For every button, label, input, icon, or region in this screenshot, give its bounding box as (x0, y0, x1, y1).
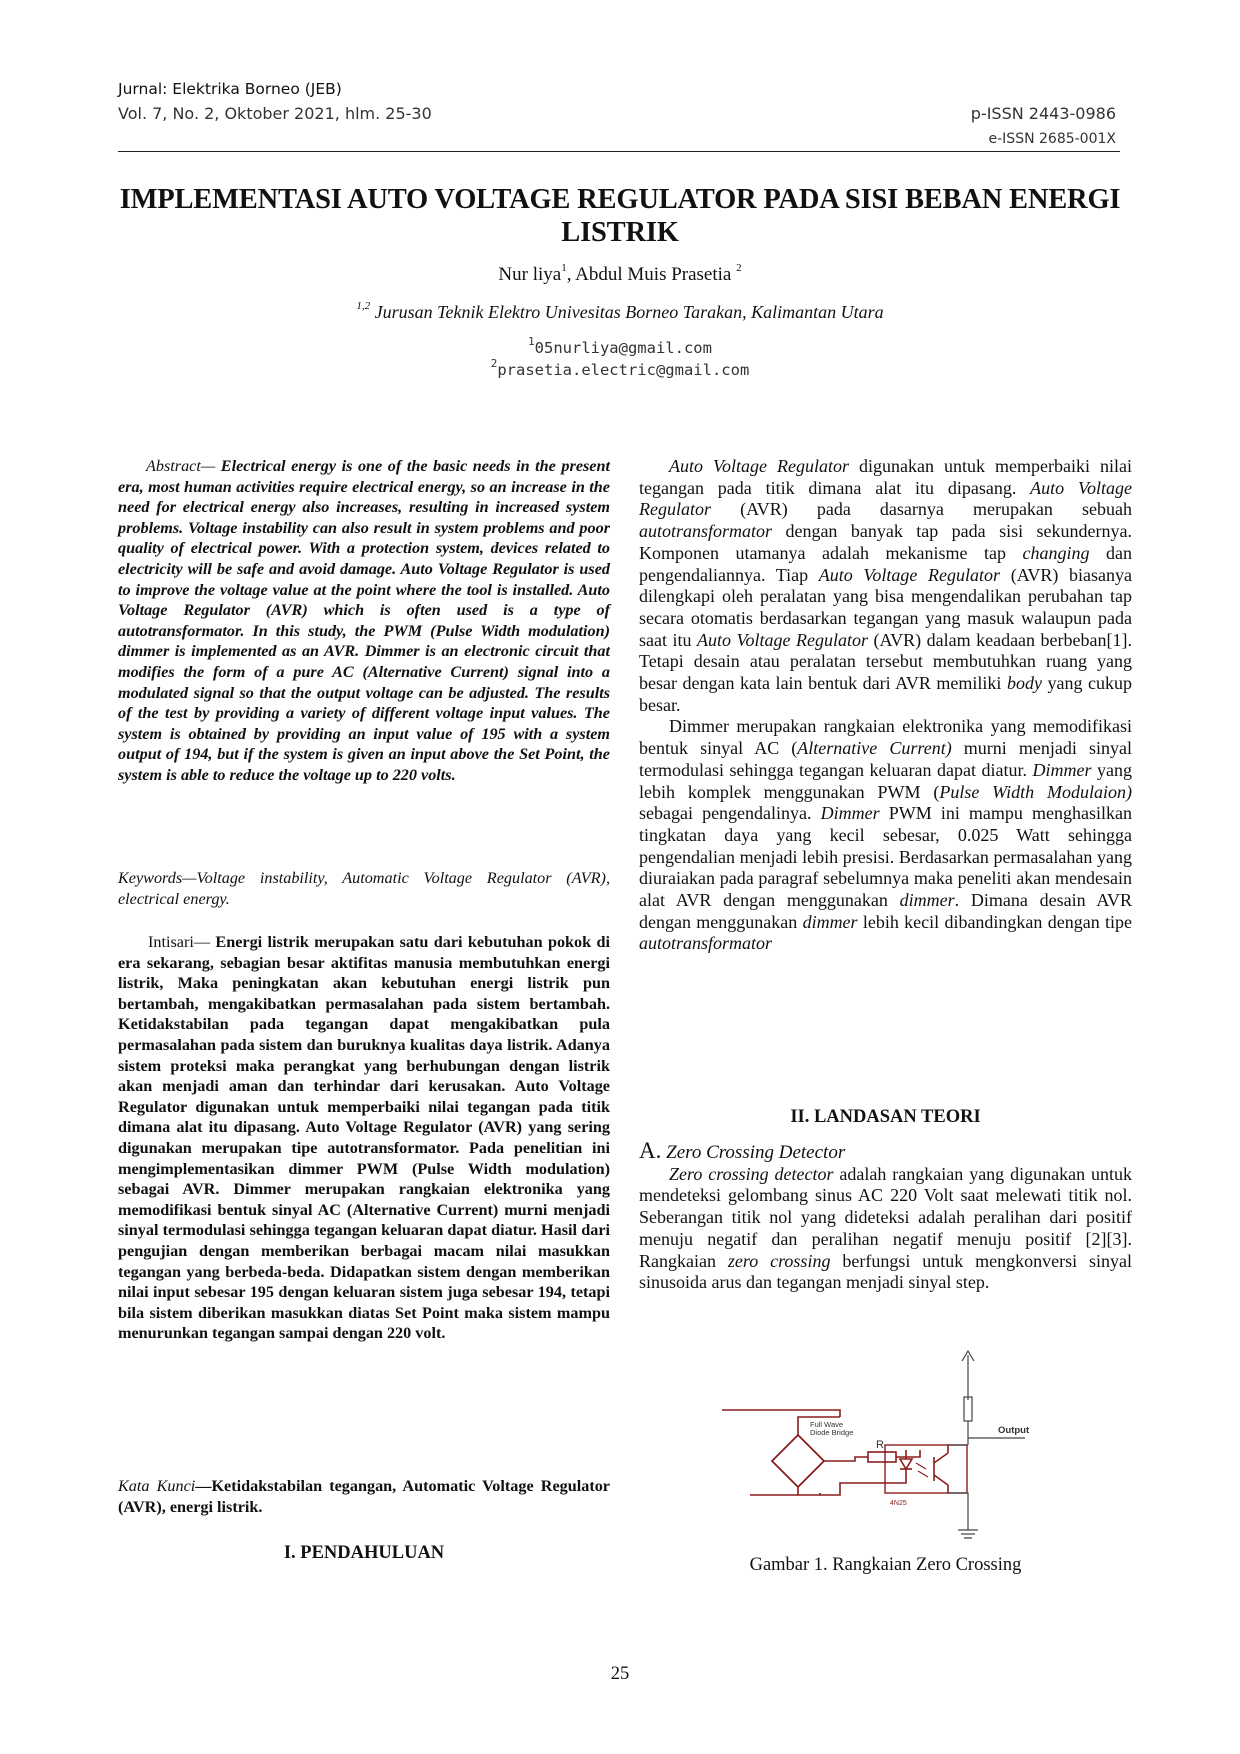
author-2-sup: 2 (736, 261, 742, 274)
resistor-label: R (876, 1439, 884, 1451)
subsection-letter: A. (639, 1138, 662, 1163)
paragraph-dimmer (639, 716, 1132, 955)
diode-bridge (772, 1435, 824, 1487)
text-run: sebagai pengendalinya. (639, 803, 821, 824)
text-run: yang cukup besar. (639, 673, 1133, 715)
text-run: Zero crossing detector (669, 1163, 834, 1184)
intisari-lead: Intisari— (148, 933, 211, 951)
text-run: Pulse Width Modulaion) (939, 781, 1132, 802)
text-run: (AVR) pada dasarnya merupakan sebuah (711, 499, 1132, 520)
subsection-title: Zero Crossing Detector (661, 1142, 846, 1163)
text-run: Alternative Current) (797, 738, 952, 759)
paragraph-avr (639, 456, 1132, 716)
wire-input-top (722, 1410, 840, 1417)
intisari-text: Energi listrik merupakan satu dari kebutuhan pokok di era sekarang, sebagian besar aktifitas manusia membutuhkan energi listrik, Maka peningkatan akan kebutuhan energi listrik pun bertambah, mengakibatkan permasalahan pada sistem bertambah. Ketidakstabilan pada tegangan dapat mengakibatkan pula permasalahan pada sistem dan buruknya kualitas daya listrik. Adanya sistem proteksi maka perangkat yang berhubungan dengan listrik akan menjadi aman dan terhindar dari kerusakan. Auto Voltage Regulator digunakan untuk memperbaiki nilai tegangan pada titik dimana alat itu dipasang. Auto Voltage Regulator (AVR) yang sering digunakan merupakan tipe autotransformator. Pada penelitian ini mengimplementasikan dimmer PWM (Pulse Width modulation) sebagai AVR. Dimmer merupakan rangkaian elektronika yang memodifikasi bentuk sinyal AC (Alternative Current) murni menjadi sinyal termodulasi sehingga tegangan keluaran dapat diatur. Hasil dari pengujian dengan memberikan berbagai macam nilai masukkan tegangan yang berbeda-beda. Didapatkan sistem dengan memberikan nilai input sebesar 195 dengan keluaran sistem juga sebesar 194, tetapi bila sistem diberikan masukkan diatas Set Point maka sistem mampu menurunkan tegangan sampai dengan 220 volt. (118, 933, 610, 1343)
text-run: Dimmer merupakan rangkaian elektronika yang memodifikasi bentuk sinyal AC ( (639, 716, 1132, 759)
text-run: Auto Voltage Regulator (639, 477, 1132, 520)
email-2-address[interactable]: prasetia.electric@gmail.com (497, 361, 750, 379)
authors (0, 261, 1240, 286)
email-2-sup: 2 (490, 356, 498, 370)
text-run: (AVR) dalam keadaan berbeban[1]. Tetapi desain atau peralatan tersebut membutuhkan ruang yang besar dengan kata lain bentuk dari AVR memiliki (639, 629, 1132, 694)
text-run: adalah rangkaian yang digunakan untuk mendeteksi gelombang sinus AC 220 Volt saat melewati titik nol. Seberangan titik nol yang dideteksi adalah peralihan dari positif menuju negatif dan peralihan negatif menuju positif [2][3]. Rangkaian (639, 1163, 1132, 1271)
part-label: 4N25 (890, 1500, 907, 1507)
journal-name: Jurnal: Elektrika Borneo (JEB) (118, 80, 342, 98)
author-2: Abdul Muis Prasetia (575, 264, 737, 285)
header-rule (118, 151, 1120, 152)
author-sep: , (566, 264, 576, 285)
subsection-zero-crossing (639, 1140, 1132, 1294)
opto-led (900, 1459, 912, 1469)
text-run: dan pengendaliannya. Tiap (639, 542, 1132, 585)
page-number: 25 (610, 1664, 630, 1684)
bridge-label-1: Full Wave (810, 1420, 844, 1429)
output-label: Output (998, 1425, 1030, 1436)
text-run: dengan banyak tap pada sisi sekundernya. Komponen utamanya adalah mekanisme tap (639, 521, 1132, 563)
text-run: zero crossing (727, 1250, 831, 1271)
abstract-lead: Abstract— (146, 457, 216, 475)
text-run: autotransformator (639, 521, 773, 542)
keywords-text: Voltage instability, Automatic Voltage Regulator (AVR), electrical energy. (118, 869, 610, 908)
text-run: digunakan untuk memperbaiki nilai tegangan pada titik dimana alat itu dipasang. (639, 456, 1132, 498)
text-run: murni menjadi sinyal termodulasi sehingga tegangan keluaran dapat diatur. (639, 738, 1132, 780)
text-run: yang lebih komplek menggunakan PWM ( (639, 759, 1132, 802)
wire-resistor-opto (896, 1450, 920, 1457)
opto-light-arrows (916, 1463, 928, 1477)
text-run: autotransformator (639, 933, 773, 954)
abstract (118, 456, 610, 786)
pullup-resistor (964, 1397, 972, 1421)
affiliation (0, 302, 1240, 323)
paper-title: IMPLEMENTASI AUTO VOLTAGE REGULATOR PADA SISI BEBAN ENERGI LISTRIK (119, 184, 1121, 248)
ground-icon (958, 1530, 978, 1538)
abstract-text: Electrical energy is one of the basic needs in the present era, most human activities require electrical energy, so an increase in the need for electrical energy also increases, resulting in increased system problems. Voltage instability can also result in system problems and poor quality of electrical power. With a protection system, devices related to electricity will be safe and avoid damage. Auto Voltage Regulator is used to improve the voltage value at the point where the tool is installed. Auto Voltage Regulator (AVR) which is often used is a type of autotransformator. In this study, the PWM (Pulse Width modulation) dimmer is implemented as an AVR. Dimmer is an electronic circuit that modifies the form of a pure AC (Alternative Current) signal into a modulated signal so that the output voltage can be adjusted. The results of the test by providing a variety of different voltage input values. The system is obtained by providing an input value of 195 with a system output of 194, but if the system is given an input above the Set Point, the system is able to reduce the voltage up to 220 volts. (118, 457, 610, 784)
kata-kunci (118, 1476, 610, 1517)
email-1-address[interactable]: 05nurliya@gmail.com (534, 339, 712, 357)
subsection-heading (639, 1140, 1132, 1164)
text-run: body (1006, 673, 1042, 694)
affiliation-sup: 1,2 (356, 300, 371, 312)
journal-volume: Vol. 7, No. 2, Oktober 2021, hlm. 25-30 (118, 104, 432, 123)
text-run: lebih kecil dibandingkan dengan tipe (857, 911, 1133, 932)
resistor-r (868, 1452, 896, 1462)
affiliation-text: Jurusan Teknik Elektro Univesitas Borneo Tarakan, Kalimantan Utara (370, 302, 884, 322)
opto-transistor-legs (934, 1453, 948, 1485)
figure-1-caption: Gambar 1. Rangkaian Zero Crossing (749, 1555, 1022, 1575)
kata-kunci-text: —Ketidakstabilan tegangan, Automatic Voltage Regulator (AVR), energi listrik. (118, 1477, 610, 1516)
right-column (639, 456, 1132, 955)
intisari (118, 932, 610, 1344)
text-run: dimmer (802, 911, 858, 932)
email-1[interactable] (0, 334, 1240, 357)
e-issn: e-ISSN 2685-001X (988, 131, 1116, 147)
email-1-sup: 1 (528, 334, 535, 348)
kata-kunci-lead: Kata Kunci (118, 1477, 196, 1495)
text-run: dimmer (899, 890, 955, 911)
keywords-lead: Keywords— (118, 869, 197, 887)
email-2[interactable] (0, 356, 1240, 379)
wire-bridge-right (824, 1457, 868, 1461)
wire-ground (948, 1493, 968, 1530)
text-run: Dimmer (820, 803, 880, 824)
text-run: changing (1022, 542, 1090, 563)
paragraph-zero-crossing (639, 1164, 1132, 1294)
author-1-sup: 1 (561, 261, 567, 274)
wire-input-bottom (750, 1493, 820, 1495)
text-run: . Dimana desain AVR dengan menggunakan (639, 890, 1133, 932)
author-1: Nur liya (498, 264, 562, 285)
section-pendahuluan: I. PENDAHULUAN (283, 1543, 445, 1563)
bridge-label-2: Diode Bridge (810, 1428, 854, 1437)
p-issn: p-ISSN 2443-0986 (970, 104, 1116, 123)
text-run: Auto Voltage Regulator (669, 456, 849, 476)
text-run: Auto Voltage Regulator (696, 629, 868, 650)
text-run: (AVR) biasanya dilengkapi oleh peralatan yang bisa mengendalikan perubahan tap secara otomatis berdasarkan tegangan yang masuk walaupun pada saat itu (639, 564, 1132, 650)
zero-crossing-circuit (720, 1345, 1050, 1545)
text-run: Dimmer (1032, 759, 1092, 780)
text-run: PWM ini mampu menghasilkan tingkatan daya yang kecil sebesar, 0.025 Watt sehingga pengendalian menjadi lebih presisi. Berdasarkan permasalahan yang diuraiakan pada paragraf sebelumnya maka peneliti akan mendesain alat AVR dengan menggunakan (639, 803, 1132, 911)
keywords (118, 868, 610, 909)
wire-output-node (948, 1421, 968, 1445)
section-landasan-teori: II. LANDASAN TEORI (790, 1107, 981, 1127)
text-run: Auto Voltage Regulator (818, 564, 1001, 585)
text-run: berfungsi untuk mengkonversi sinyal sinusoida arus dan tegangan menjadi sinyal step. (639, 1250, 1132, 1293)
